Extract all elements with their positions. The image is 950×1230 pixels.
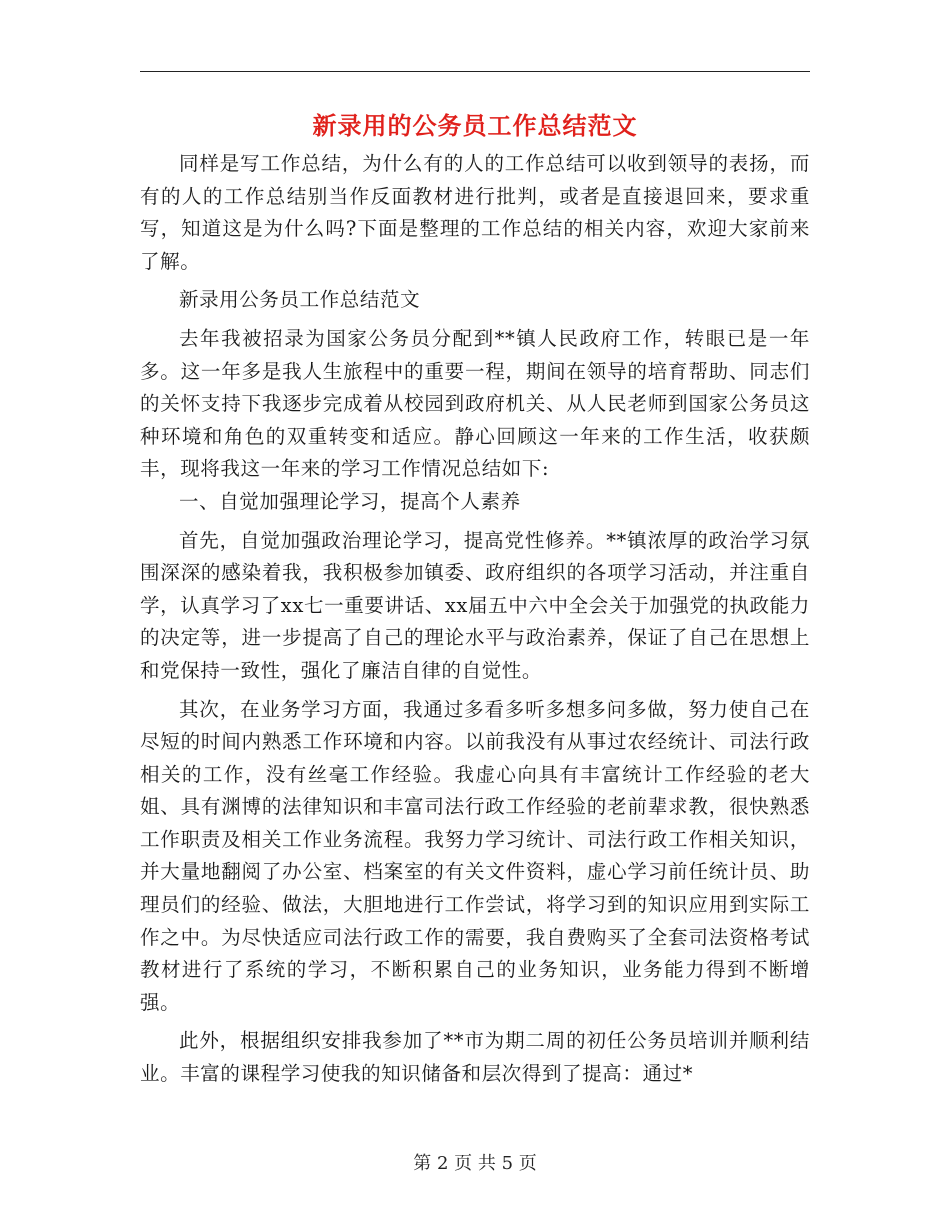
body-paragraph: 其次，在业务学习方面，我通过多看多听多想多问多做，努力使自己在尽短的时间内熟悉工作环境和内容。以前我没有从事过农经统计、司法行政相关的工作，没有丝毫工作经验。我虚心向具有丰富统计工作经验的老大姐、具有渊博的法律知识和丰富司法行政工作经验的老前辈求教，很快熟悉工作职责及相关工作业务流程。我努力学习统计、司法行政工作相关知识，并大量地翻阅了办公室、档案室的有关文件资料，虚心学习前任统计员、助理员们的经验、做法，大胆地进行工作尝试，将学习到的知识应用到实际工作之中。为尽快适应司法行政工作的需要，我自费购买了全套司法资格考试教材进行了系统的学习，不断积累自己的业务知识，业务能力得到不断增强。	[140, 697, 810, 1014]
section-heading: 一、自觉加强理论学习，提高个人素养	[179, 489, 521, 513]
body-paragraph: 去年我被招录为国家公务员分配到**镇人民政府工作，转眼已是一年多。这一年多是我人生旅程中的重要一程，期间在领导的培育帮助、同志们的关怀支持下我逐步完成着从校园到政府机关、从人民老师到国家公务员这种环境和角色的双重转变和适应。静心回顾这一年来的工作生活，收获颇丰，现将我这一年来的学习工作情况总结如下:	[140, 326, 810, 481]
page-number: 第 2 页 共 5 页	[413, 1153, 537, 1174]
intro-paragraph: 同样是写工作总结，为什么有的人的工作总结可以收到领导的表扬，而有的人的工作总结别当作反面教材进行批判，或者是直接退回来，要求重写，知道这是为什么吗?下面是整理的工作总结的相关内容，欢迎大家前来了解。	[140, 152, 810, 273]
subtitle-paragraph: 新录用公务员工作总结范文	[179, 288, 421, 312]
document-body	[140, 148, 810, 1091]
body-paragraph: 首先，自觉加强政治理论学习，提高党性修养。**镇浓厚的政治学习氛围深深的感染着我，我积极参加镇委、政府组织的各项学习活动，并注重自学，认真学习了xx七一重要讲话、xx届五中六中全会关于加强党的执政能力的决定等，进一步提高了自己的理论水平与政治素养，保证了自己在思想上和党保持一致性，强化了廉洁自律的自觉性。	[140, 528, 810, 682]
header-rule	[140, 71, 810, 72]
body-paragraph: 此外，根据组织安排我参加了**市为期二周的初任公务员培训并顺利结业。丰富的课程学习使我的知识储备和层次得到了提高：通过*	[140, 1029, 810, 1086]
document-title: 新录用的公务员工作总结范文	[312, 111, 638, 140]
